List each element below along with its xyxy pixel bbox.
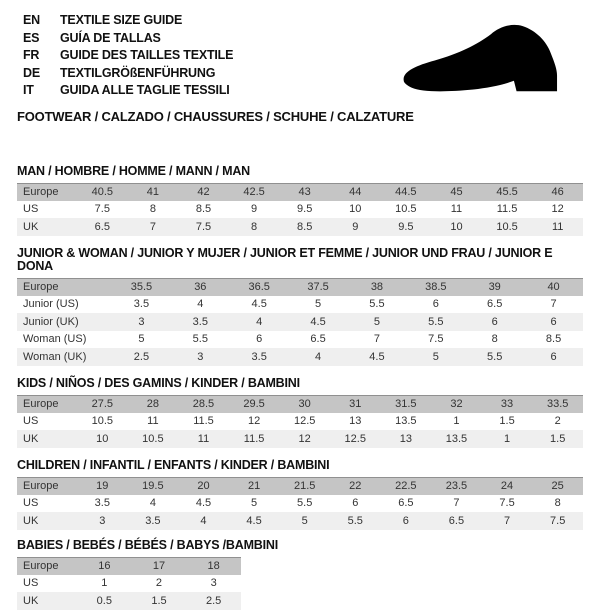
language-label: TEXTILGRÖßENFÜHRUNG	[60, 65, 216, 80]
size-cell: 45.5	[496, 186, 518, 198]
size-cell: 6	[550, 350, 557, 363]
table-row	[17, 183, 583, 201]
row-label: US	[23, 415, 39, 428]
table-row	[17, 430, 583, 448]
size-cell: 3	[197, 350, 204, 363]
size-cell: 1	[101, 577, 108, 590]
size-cell: 43	[298, 186, 311, 198]
size-table	[17, 278, 583, 366]
table-row	[17, 395, 583, 413]
row-label: Europe	[23, 281, 59, 293]
table-row	[17, 218, 583, 236]
size-cell: 44.5	[395, 186, 417, 198]
size-cell: 6	[432, 298, 439, 311]
dress-shoe-icon	[386, 20, 582, 108]
size-cell: 8.5	[297, 220, 313, 233]
row-label: UK	[23, 220, 39, 233]
size-cell: 13	[349, 415, 362, 428]
size-tables	[17, 165, 583, 610]
size-cell: 5.5	[347, 514, 363, 527]
size-cell: 27.5	[91, 398, 113, 410]
language-label: GUÍA DE TALLAS	[60, 30, 161, 45]
size-cell: 9	[251, 203, 258, 216]
size-cell: 45	[450, 186, 463, 198]
row-label: Europe	[23, 560, 59, 572]
size-cell: 11	[551, 220, 564, 233]
size-cell: 6.5	[310, 333, 326, 346]
size-cell: 12	[551, 203, 564, 216]
size-cell: 22	[349, 480, 362, 492]
size-cell: 25	[551, 480, 564, 492]
size-cell: 46	[551, 186, 564, 198]
size-cell: 3.5	[145, 514, 161, 527]
size-cell: 6	[256, 333, 263, 346]
size-section	[17, 247, 583, 366]
row-label: Europe	[23, 398, 59, 410]
table-row	[17, 575, 241, 593]
size-table	[17, 557, 241, 610]
size-table	[17, 477, 583, 530]
size-cell: 4	[200, 514, 207, 527]
table-row	[17, 313, 583, 331]
size-cell: 7	[373, 333, 380, 346]
row-label: Woman (US)	[23, 333, 87, 346]
table-row	[17, 512, 583, 530]
size-cell: 9	[352, 220, 359, 233]
size-cell: 3.5	[133, 298, 150, 311]
size-cell: 3.5	[94, 497, 110, 510]
table-row	[17, 557, 241, 575]
size-cell: 16	[98, 560, 111, 572]
size-cell: 11.5	[243, 432, 265, 445]
size-cell: 6	[352, 497, 359, 510]
size-cell: 6.5	[487, 298, 503, 311]
size-section	[17, 539, 583, 610]
size-cell: 24	[500, 480, 514, 492]
row-label: Junior (US)	[23, 298, 79, 311]
size-cell: 8.5	[195, 203, 212, 216]
size-cell: 23.5	[445, 480, 468, 492]
size-cell: 5.5	[192, 333, 208, 346]
size-cell: 42	[197, 186, 210, 198]
size-cell: 11	[147, 415, 159, 428]
size-section	[17, 459, 583, 530]
row-label: UK	[23, 432, 39, 445]
size-cell: 5	[315, 298, 322, 311]
size-cell: 4.5	[246, 514, 262, 527]
row-label: US	[23, 577, 39, 590]
row-label: Europe	[23, 186, 59, 198]
size-cell: 21.5	[293, 480, 316, 492]
size-cell: 8	[149, 203, 156, 216]
size-cell: 0.5	[96, 594, 112, 607]
size-cell: 11	[450, 203, 463, 216]
row-label: US	[23, 203, 39, 216]
size-cell: 10.5	[142, 432, 164, 445]
size-cell: 36	[194, 281, 207, 293]
size-cell: 13	[399, 432, 412, 445]
size-cell: 6.5	[94, 220, 110, 233]
row-label: US	[23, 497, 39, 510]
size-cell: 42.5	[243, 186, 265, 198]
size-cell: 7	[503, 514, 511, 527]
section-title: KIDS / NIÑOS / DES GAMINS / KINDER / BAMBINI	[17, 375, 300, 390]
language-label: GUIDE DES TAILLES TEXTILE	[60, 48, 234, 62]
size-cell: 7.5	[499, 497, 515, 510]
size-cell: 7.5	[94, 203, 110, 216]
size-cell: 12	[298, 432, 311, 445]
size-cell: 6.5	[448, 514, 465, 527]
size-cell: 40	[547, 281, 560, 293]
size-cell: 19.5	[142, 480, 164, 492]
size-cell: 1	[503, 432, 511, 445]
size-cell: 2.5	[133, 350, 150, 363]
size-cell: 29.5	[243, 398, 265, 410]
size-cell: 37.5	[307, 281, 329, 293]
table-row	[17, 278, 583, 296]
size-cell: 35.5	[130, 281, 153, 293]
size-cell: 19	[96, 480, 109, 492]
size-cell: 10.5	[91, 415, 113, 428]
size-cell: 2.5	[206, 594, 222, 607]
size-cell: 28	[146, 398, 160, 410]
size-cell: 1.5	[499, 415, 515, 428]
size-section	[17, 377, 583, 448]
size-cell: 2	[554, 415, 561, 428]
size-cell: 44	[349, 186, 362, 198]
size-cell: 17	[152, 560, 166, 572]
row-label: Europe	[23, 480, 59, 492]
size-cell: 5	[138, 333, 145, 346]
size-cell: 1	[453, 415, 460, 428]
size-cell: 2	[155, 577, 163, 590]
size-cell: 12.5	[344, 432, 366, 445]
size-cell: 18	[207, 560, 220, 572]
language-label: TEXTILE SIZE GUIDE	[60, 13, 183, 27]
size-cell: 8	[251, 220, 258, 233]
size-cell: 20	[197, 480, 210, 492]
language-code: ES	[23, 30, 40, 45]
size-cell: 4.5	[310, 315, 326, 328]
size-cell: 13.5	[395, 415, 417, 428]
size-cell: 11.5	[496, 203, 518, 216]
size-cell: 7.5	[195, 220, 212, 233]
language-code: EN	[23, 13, 40, 27]
row-label: UK	[23, 594, 39, 607]
size-cell: 9.5	[398, 220, 414, 233]
size-cell: 4	[315, 350, 322, 363]
size-cell: 10	[349, 203, 362, 216]
table-row	[17, 201, 583, 219]
size-cell: 7	[453, 497, 460, 510]
size-cell: 5	[251, 497, 258, 510]
language-code: IT	[23, 83, 34, 97]
size-cell: 13.5	[445, 432, 468, 445]
size-cell: 9.5	[297, 203, 313, 216]
size-cell: 5.5	[487, 350, 503, 363]
size-cell: 32	[450, 398, 463, 410]
section-title: BABIES / BEBÉS / BÉBÉS / BABYS /BAMBINI	[17, 537, 278, 552]
table-row	[17, 348, 583, 366]
table-row	[17, 477, 583, 495]
table-row	[17, 592, 241, 610]
row-label: UK	[23, 514, 39, 527]
size-cell: 7	[550, 298, 557, 311]
table-row	[17, 296, 583, 314]
size-cell: 4.5	[251, 298, 267, 311]
size-cell: 33	[500, 398, 514, 410]
language-label: GUIDA ALLE TAGLIE TESSILI	[60, 83, 230, 97]
size-cell: 10	[96, 432, 109, 445]
size-cell: 1.5	[550, 432, 566, 445]
size-cell: 4	[256, 315, 263, 328]
size-cell: 12	[247, 415, 261, 428]
size-cell: 10.5	[496, 220, 518, 233]
size-cell: 28.5	[192, 398, 215, 410]
size-cell: 10.5	[395, 203, 417, 216]
size-cell: 12.5	[293, 415, 316, 428]
size-cell: 33.5	[546, 398, 569, 410]
size-cell: 3.5	[192, 315, 208, 328]
size-cell: 6	[550, 315, 557, 328]
size-cell: 8	[554, 497, 561, 510]
table-row	[17, 331, 583, 349]
size-cell: 31	[349, 398, 362, 410]
size-cell: 41	[146, 186, 160, 198]
language-code: DE	[23, 65, 40, 80]
size-cell: 4	[149, 497, 156, 510]
size-cell: 3	[210, 577, 217, 590]
size-cell: 3.5	[251, 350, 267, 363]
size-cell: 11.5	[193, 415, 214, 428]
size-table	[17, 183, 583, 236]
size-cell: 5	[301, 514, 308, 527]
size-cell: 38.5	[425, 281, 447, 293]
size-cell: 6	[491, 315, 498, 328]
size-cell: 38	[370, 281, 384, 293]
size-section	[17, 165, 583, 236]
size-cell: 5.5	[297, 497, 313, 510]
size-cell: 7	[149, 220, 156, 233]
size-cell: 4.5	[369, 350, 385, 363]
size-cell: 11	[197, 432, 210, 445]
table-row	[17, 495, 583, 513]
size-cell: 6.5	[398, 497, 414, 510]
size-cell: 21	[247, 480, 261, 492]
size-cell: 7.5	[428, 333, 444, 346]
row-label: Junior (UK)	[23, 315, 79, 328]
section-title: CHILDREN / INFANTIL / ENFANTS / KINDER / BAMBINI	[17, 457, 330, 472]
language-code: FR	[23, 48, 40, 62]
size-cell: 4.5	[195, 497, 212, 510]
size-cell: 5	[373, 315, 380, 328]
size-cell: 8.5	[545, 333, 562, 346]
size-cell: 1.5	[151, 594, 167, 607]
size-cell: 6	[402, 514, 409, 527]
size-table	[17, 395, 583, 448]
size-cell: 22.5	[395, 480, 417, 492]
size-cell: 39	[488, 281, 501, 293]
size-cell: 7.5	[550, 514, 566, 527]
size-cell: 4	[197, 298, 204, 311]
size-cell: 30	[298, 398, 311, 410]
size-cell: 3	[138, 315, 145, 328]
size-cell: 36.5	[248, 281, 270, 293]
size-cell: 5	[432, 350, 439, 363]
row-label: Woman (UK)	[23, 350, 87, 363]
category-title: FOOTWEAR / CALZADO / CHAUSSURES / SCHUHE / CALZATURE	[17, 108, 414, 124]
size-cell: 5.5	[369, 298, 385, 311]
table-row	[17, 413, 583, 431]
size-cell: 5.5	[428, 315, 444, 328]
size-cell: 10	[450, 220, 463, 233]
size-cell: 3	[99, 514, 106, 527]
section-title: JUNIOR & WOMAN / JUNIOR Y MUJER / JUNIOR ET FEMME / JUNIOR UND FRAU / JUNIOR E DONA	[17, 245, 553, 273]
size-cell: 40.5	[91, 186, 113, 198]
section-title: MAN / HOMBRE / HOMME / MANN / MAN	[17, 163, 250, 178]
size-cell: 8	[491, 333, 498, 346]
size-cell: 31.5	[395, 398, 417, 410]
